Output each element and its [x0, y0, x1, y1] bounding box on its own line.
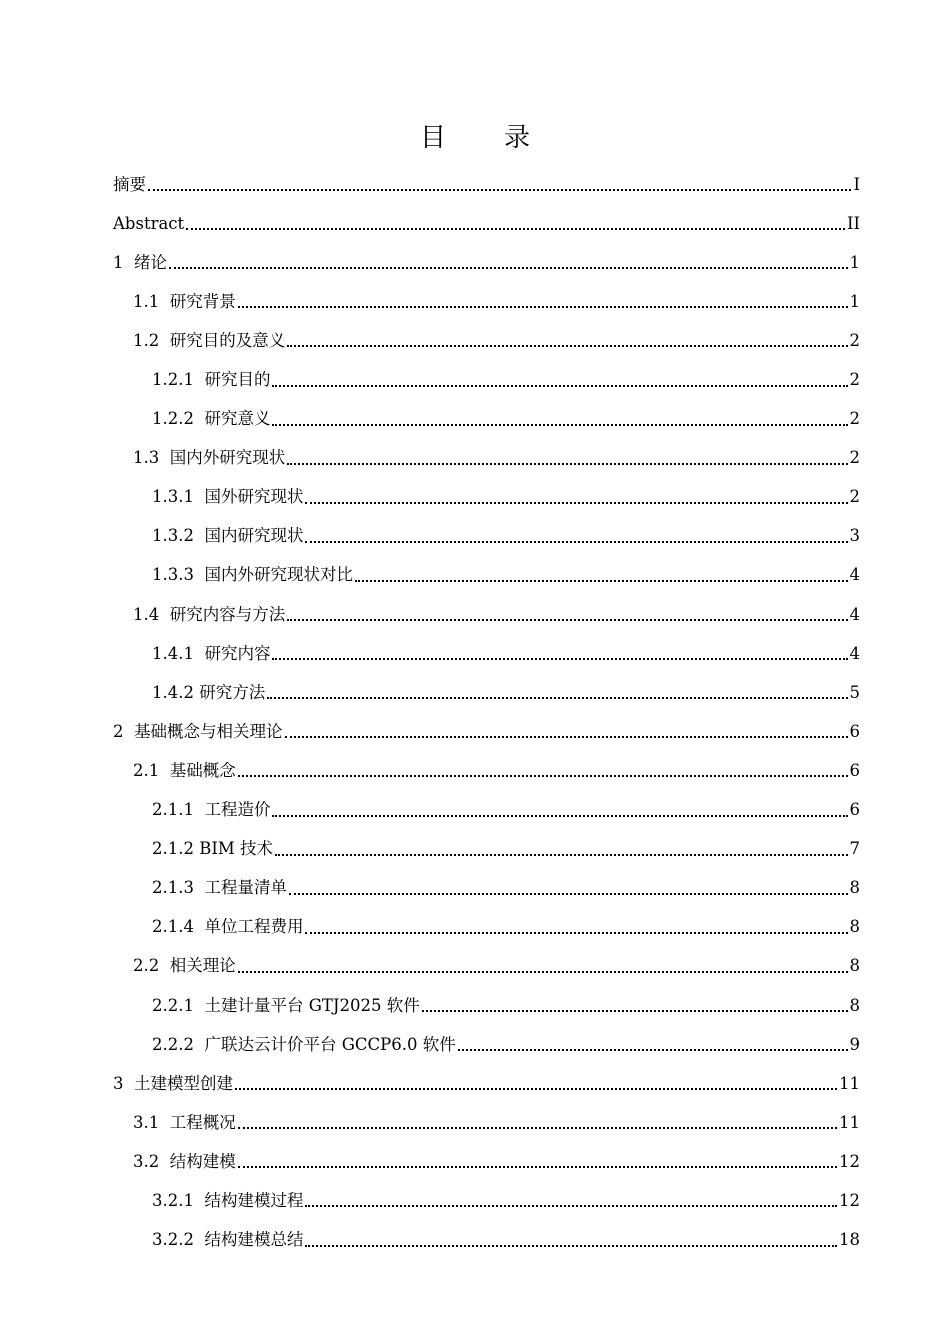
toc-dot-leader: [272, 814, 847, 817]
toc-dot-leader: [305, 931, 847, 934]
toc-entry[interactable]: [113, 1103, 860, 1142]
toc-entry-title: 3.2.1 结构建模过程: [152, 1190, 304, 1210]
toc-entry-title: 1.4.1 研究内容: [152, 643, 271, 663]
toc-page-number: 12: [839, 1151, 860, 1171]
toc-entry-title: 3.2 结构建模: [133, 1151, 236, 1171]
toc-dot-leader: [305, 540, 847, 543]
toc-entry-title: 2.1.3 工程量清单: [152, 878, 287, 898]
toc-dot-leader: [422, 1009, 848, 1012]
toc-page-number: 6: [849, 721, 860, 741]
toc-entry[interactable]: [113, 712, 860, 751]
toc-entry-title: 2.2.2 广联达云计价平台 GCCP6.0 软件: [152, 1034, 456, 1054]
toc-entry-title: 3 土建模型创建: [113, 1073, 233, 1093]
toc-page-number: 7: [849, 839, 860, 859]
toc-entry-title: 1.2 研究目的及意义: [133, 330, 286, 350]
toc-entry[interactable]: [113, 947, 860, 986]
toc-entry-title: 1.2.1 研究目的: [152, 370, 271, 390]
toc-entry-title: 2.1.2 BIM 技术: [152, 839, 274, 859]
toc-entry[interactable]: [113, 439, 860, 478]
toc-dot-leader: [305, 501, 847, 504]
toc-dot-leader: [238, 305, 848, 308]
toc-entry[interactable]: [113, 1181, 860, 1220]
table-of-contents: [113, 165, 860, 1260]
toc-page-number: 11: [839, 1112, 860, 1132]
toc-dot-leader: [238, 970, 848, 973]
toc-entry[interactable]: [113, 673, 860, 712]
toc-dot-leader: [272, 384, 847, 387]
toc-entry-title: Abstract: [113, 213, 185, 233]
toc-entry-title: 2.2 相关理论: [133, 956, 236, 976]
toc-page-number: 6: [849, 760, 860, 780]
toc-dot-leader: [287, 462, 847, 465]
toc-dot-leader: [305, 1244, 837, 1247]
toc-dot-leader: [267, 696, 847, 699]
toc-page-number: 9: [849, 1034, 860, 1054]
toc-page-number: 4: [849, 643, 860, 663]
toc-entry-title: 1.3.2 国内研究现状: [152, 526, 304, 546]
toc-entry[interactable]: [113, 791, 860, 830]
toc-page-number: 6: [849, 800, 860, 820]
toc-page-number: 8: [849, 995, 860, 1015]
toc-page-number: 2: [849, 487, 860, 507]
toc-entry[interactable]: [113, 830, 860, 869]
toc-entry[interactable]: [113, 321, 860, 360]
toc-page-number: 8: [849, 917, 860, 937]
toc-entry[interactable]: [113, 165, 860, 204]
toc-entry-title: 1.3 国内外研究现状: [133, 448, 286, 468]
toc-entry[interactable]: [113, 595, 860, 634]
toc-entry[interactable]: [113, 478, 860, 517]
toc-entry[interactable]: [113, 1142, 860, 1181]
toc-page-number: 11: [839, 1073, 860, 1093]
toc-dot-leader: [169, 266, 848, 269]
toc-entry[interactable]: [113, 400, 860, 439]
toc-dot-leader: [305, 1204, 837, 1207]
toc-entry[interactable]: [113, 1064, 860, 1103]
toc-entry-title: 1.4 研究内容与方法: [133, 604, 286, 624]
toc-dot-leader: [238, 1165, 837, 1168]
toc-page-number: I: [853, 174, 860, 194]
toc-entry[interactable]: [113, 908, 860, 947]
toc-dot-leader: [235, 1087, 837, 1090]
toc-page-number: 3: [849, 526, 860, 546]
toc-page-number: 12: [839, 1190, 860, 1210]
toc-entry-title: 2 基础概念与相关理论: [113, 721, 283, 741]
toc-entry-title: 1 绪论: [113, 252, 167, 272]
toc-page-number: 5: [849, 682, 860, 702]
toc-dot-leader: [355, 579, 848, 582]
toc-dot-leader: [289, 892, 848, 895]
toc-entry[interactable]: [113, 556, 860, 595]
toc-page-number: 4: [849, 604, 860, 624]
toc-entry[interactable]: [113, 360, 860, 399]
toc-entry[interactable]: [113, 243, 860, 282]
toc-dot-leader: [287, 344, 847, 347]
toc-entry[interactable]: [113, 751, 860, 790]
toc-page-number: 2: [849, 448, 860, 468]
toc-entry[interactable]: [113, 282, 860, 321]
toc-entry[interactable]: [113, 634, 860, 673]
toc-entry-title: 2.2.1 土建计量平台 GTJ2025 软件: [152, 995, 420, 1015]
toc-entry[interactable]: [113, 869, 860, 908]
toc-dot-leader: [148, 188, 851, 191]
toc-dot-leader: [272, 657, 847, 660]
toc-entry[interactable]: [113, 986, 860, 1025]
toc-entry[interactable]: [113, 1221, 860, 1260]
toc-entry-title: 3.1 工程概况: [133, 1112, 236, 1132]
toc-page-number: II: [846, 213, 860, 233]
toc-page-number: 2: [849, 370, 860, 390]
page-title: 目 录: [419, 123, 546, 153]
toc-entry[interactable]: [113, 204, 860, 243]
toc-page-number: 2: [849, 330, 860, 350]
toc-dot-leader: [458, 1048, 848, 1051]
toc-entry-title: 1.2.2 研究意义: [152, 409, 271, 429]
toc-page-number: 4: [849, 565, 860, 585]
toc-entry-title: 摘要: [113, 174, 146, 194]
toc-entry-title: 2.1.4 单位工程费用: [152, 917, 304, 937]
toc-entry-title: 1.3.1 国外研究现状: [152, 487, 304, 507]
toc-page-number: 18: [839, 1230, 860, 1250]
toc-page-number: 2: [849, 409, 860, 429]
toc-page-number: 8: [849, 956, 860, 976]
toc-page-number: 1: [849, 291, 860, 311]
toc-page-number: 8: [849, 878, 860, 898]
toc-entry-title: 2.1.1 工程造价: [152, 800, 271, 820]
toc-entry[interactable]: [113, 517, 860, 556]
toc-dot-leader: [275, 853, 847, 856]
toc-entry-title: 1.3.3 国内外研究现状对比: [152, 565, 353, 585]
toc-entry-title: 3.2.2 结构建模总结: [152, 1230, 304, 1250]
toc-entry-title: 1.4.2 研究方法: [152, 682, 266, 702]
toc-dot-leader: [238, 1126, 837, 1129]
toc-entry[interactable]: [113, 1025, 860, 1064]
toc-entry-title: 1.1 研究背景: [133, 291, 236, 311]
toc-dot-leader: [272, 423, 847, 426]
toc-dot-leader: [238, 774, 848, 777]
toc-dot-leader: [285, 735, 848, 738]
toc-page-number: 1: [849, 252, 860, 272]
toc-dot-leader: [186, 227, 845, 230]
toc-entry-title: 2.1 基础概念: [133, 760, 236, 780]
toc-dot-leader: [287, 618, 847, 621]
